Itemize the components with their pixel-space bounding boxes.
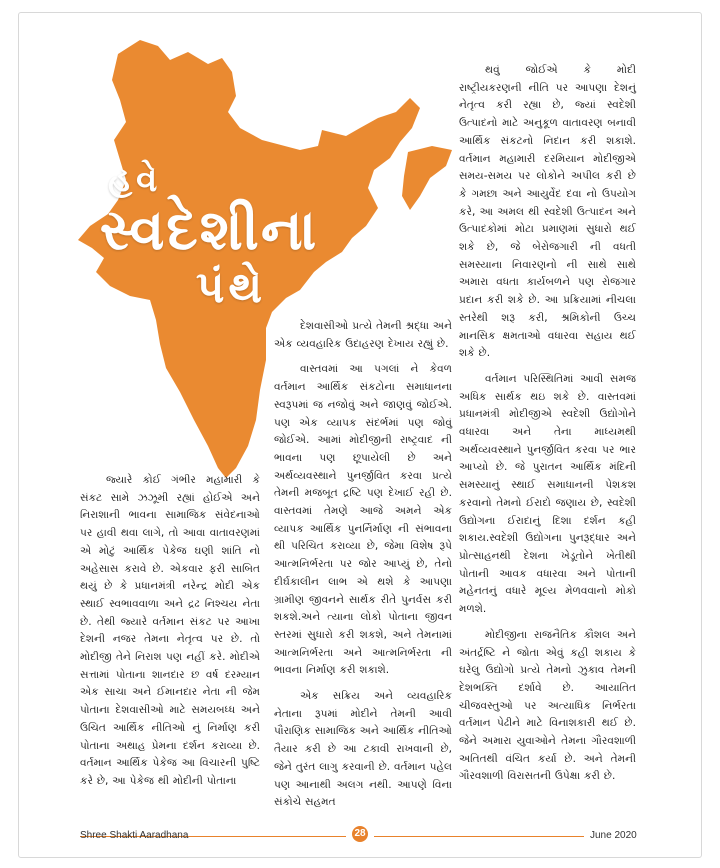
headline-line-2: સ્વદેશીના [99, 198, 319, 263]
column-3-paragraph: મોદીજીના રાજનૈતિક કૌશલ અને અંતર્દ્રષ્ટિ ને જોતા એવું કહી શકાય કે ઘરેલુ ઉદ્યોગો પ્રત્યે તેમનો ઝુકાવ તેમની દેશભક્તિ દર્શાવે છે. આયાતિત ચીજવસ્તુઓ પર અત્યાધિક નિર્ભરતા વર્તમાન પેઢીને માટે વિનાશકારી થઈ છે. જેને અમારા યુવાઓને તેમના ગૌરવશાળી અતિતથી વંચિત કર્યા છે. અને તેમની ગૌરવશાળી વિરાસતની ઉપેક્ષા કરી છે. [459, 628, 636, 783]
footer-rule-right [374, 836, 584, 837]
column-3-paragraph: થવું જોઈએ કે મોદી રાષ્ટ્રીયકરણની નીતિ પર આપણા દેશનું નેતૃત્વ કરી રહ્યા છે, જ્યાં સ્વદેશી ઉત્પાદનો માટે અનુકૂળ વાતાવરણ બનાવી આર્થિક સંકટનો નિદાન કરી શકાશે. વર્તમાન મહામારી દરમિયાન મોદીજીએ સમય-સમય પર લોકોને અપીલ કરી છે કે ગમછા અને આયુર્વેદ દવા નો ઉપયોગ કરે, આ અમલ થી સ્વદેશી ઉત્પાદન અને ઉત્પાદકોમાં મોટા પ્રમાણમાં સુધારો થઈ શકે છે, જે બેરોજગારી ની વધતી સમસ્યાના નિવારણનો ની સાથે સાથે અમારા વધતા કાર્યબળને પણ રોજગાર પ્રદાન કરી શકે છે. આ પ્રક્રિયામાં નીચલા સ્તરેથી શરૂ કરી, શ્રમિકોની ઉચ્ચ માનસિક ક્ષમતાઓ વધારવા સહાય થઈ શકે છે. [459, 64, 636, 360]
article-column-3 [459, 62, 636, 786]
headline [96, 160, 336, 314]
headline-line-3: પંથે [195, 262, 267, 313]
column-2-paragraph: દેશવાસીઓ પ્રત્યે તેમની શ્રદ્ધા અને એક વ્યવહારિક ઉદાહરણ દેખાય રહ્યું છે. [274, 320, 452, 350]
article-column-1 [80, 472, 260, 791]
headline-line-1: હવે [108, 160, 162, 200]
footer-date: June 2020 [590, 830, 637, 841]
northeast-region-shape [402, 146, 452, 210]
page-number: 28 [352, 826, 368, 842]
column-2-paragraph: વાસ્તવમાં આ પગલાં ને કેવળ વર્તમાન આર્થિક સંકટોના સમાધાનના સ્વરૂપમાં જ નજોવું અને જાણવું જોઈએ. પણ એક વ્યાપક સંદર્ભમાં પણ જોવું જોઈએ. આમાં મોદીજીની રાષ્ટ્રવાદ ની ભાવના પણ છૂપાયેલી છે અને અર્થવ્યવસ્થાને પુનર્જીવિત કરવા પ્રત્યે તેમની મજબૂત દ્રષ્ટિ પણ દેખાઈ રહી છે. વાસ્તવમાં તેમણે આજે અમને એક વ્યાપક આર્થિક પુનર્નિર્માણ ની સંભાવના થી પરિચિત કરાવ્યા છે, જેમા વિશેષ રૂપે આત્મનિર્ભરતા પર જોર આપ્યું છે, તેનો દીર્ઘકાલીન લાભ એ થશે કે આપણા ગ્રામીણ જીવનને સાર્થક રીતે પુનર્વસ કરી શકશે.અને ત્યાના લોકો પોતાના જીવન સ્તરમાં સુધારો કરી શકશે, અને તેમનામાં આત્મનિર્ભરતા અને આત્મનિર્ભરતા ની ભાવના નિર્માણ કરી શકાશે. [274, 363, 452, 677]
column-2-paragraph: એક સક્રિય અને વ્યવહારિક નેતાના રૂપમાં મોદીને તેમની આવી પૌરાણિક સામાજિક અને આર્થિક નીતિઓ તૈયાર કરી છે આ ટકાવી રાખવાની છે, જેને તુરંત લાગુ કરવાની છે. વર્તમાન પહેલ પણ આનાથી અલગ નથી. આપણે વિના સંકોચે સહમત [274, 690, 452, 809]
footer-magazine-name: Shree Shakti Aaradhana [80, 830, 189, 841]
column-1-paragraph: જ્યારે કોઈ ગંભીર મહામારી કે સંકટ સામે ઝઝૂમી રહ્યાં હોઈએ અને નિરાશાની ભાવના સામાજિક સંવેદનાઓ પર હાવી થવા લાગે, તો આવા વાતાવરણમાં એ મોટું આર્થિક પેકેજ ઘણી શાંતિ નો અહેસાસ કરાવે છે. એકવાર ફરી સાબિત થયું છે કે પ્રધાનમંત્રી નરેન્દ્ર મોદી એક સ્થાઈ સ્વભાવવાળા અને દ્રઢ નિશ્ચય નેતા છે. તેથી જ્યારે વર્તમાન સંકટ પર આખા દેશની નજર તેમના નેતૃત્વ પર છે. તો મોદીજી તેને નિરાશ પણ નહીં કરે. મોદીએ સત્તામાં પોતાના શાનદાર છ વર્ષ દરમ્યાન એક સાચા અને ઈમાનદાર નેતા ની જેમ પોતાના દેશવાસીઓ માટે સમયબધ્ધ અને ઉચિત આર્થિક નીતિઓ નું નિર્માણ કરી પોતાના અથાહ પ્રેમના દર્શન કરાવ્યા છે. વર્તમાન આર્થિક પેકેજ આ વિચારની પુષ્ટિ કરે છે, આ પેકેજ થી મોદીની પોતાના [80, 474, 260, 787]
article-column-2 [274, 318, 452, 812]
column-3-paragraph: વર્તમાન પરિસ્થિતિમાં આવી સમજ અધિક સાર્થક થઇ શકે છે. વાસ્તવમાં પ્રધાનમંત્રી મોદીજીએ સ્વદેશી ઉદ્યોગોને વધારવા અને તેના માધ્યમથી અર્થવ્યવસ્થાને પુનર્જીવિત કરવા પર ભાર આપ્યો છે. જે પુરાતન આર્થિક મંદિની સમસ્યાનું સ્થાઈ સમાધાનની પેશકશ કરવાનો તેમનો ઈરાદો જણાય છે, સ્વદેશી ઉદ્યોગના ઈરાદાનું દિશા દર્શન કહી શકાય.સ્વદેશી ઉદ્યોગના પુનરૂદ્ધાર અને પ્રોત્સાહનથી દેશના ખેડૂતોને ખેતીથી પોતાની આવક વધારવા અને પોતાની મહેનતનું વધારે મૂલ્ય મેળવવાનો મોકો મળશે. [459, 372, 636, 616]
